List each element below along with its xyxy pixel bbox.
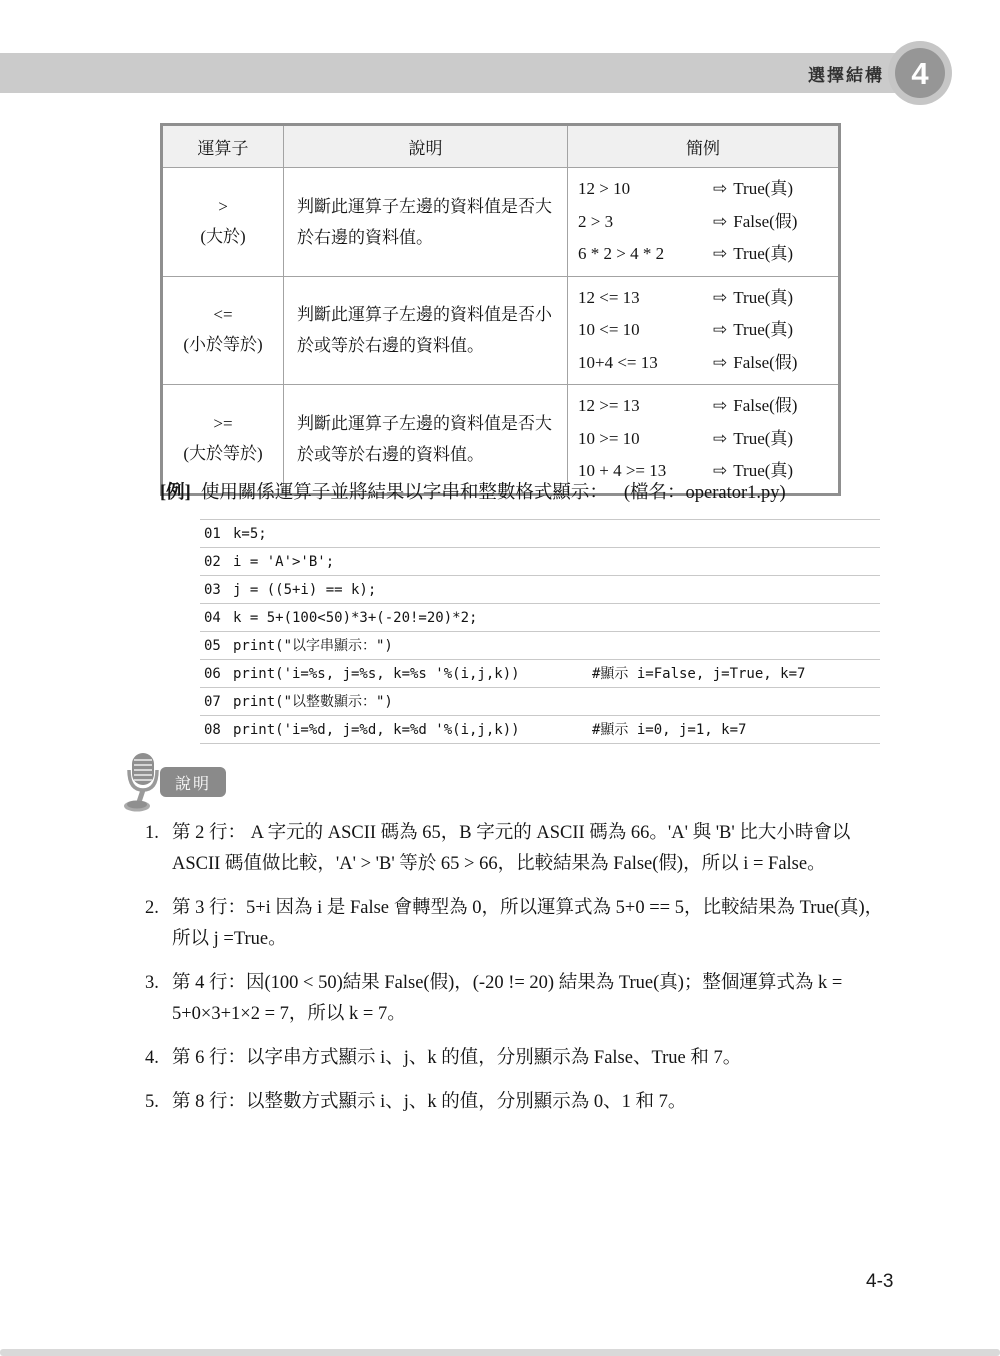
page-number: 4-3	[866, 1271, 894, 1292]
operator-symbol: <=	[213, 305, 233, 325]
list-item-number: 3.	[145, 973, 159, 993]
result-arrow-icon: ⇨	[713, 320, 728, 340]
example-expression: 12 <= 13	[578, 287, 640, 307]
example-line	[578, 282, 838, 315]
list-item	[145, 1043, 887, 1074]
operator-cell	[162, 168, 284, 277]
example-description: 使用關係運算子並將結果以字串和整數格式顯示：	[200, 483, 608, 503]
example-result-value: True(真)	[733, 428, 794, 448]
result-arrow-icon: ⇨	[713, 461, 728, 481]
result-arrow-icon: ⇨	[713, 211, 728, 232]
list-item-text: 第 3 行：5+i 因為 i 是 False 會轉型為 0，所以運算式為 5+0 == 5，比較結果為 True(真)，所以 j =True。	[172, 898, 884, 949]
list-item-text: 第 8 行：以整數方式顯示 i、j、k 的值，分別顯示為 0、1 和 7。	[172, 1092, 687, 1112]
microphone-icon	[118, 752, 166, 819]
table-row	[162, 276, 840, 385]
code-line	[200, 688, 880, 716]
operator-name: (大於)	[200, 226, 246, 246]
example-heading	[160, 478, 786, 504]
chapter-number: 4	[911, 55, 929, 91]
example-expression: 12 > 10	[578, 179, 631, 198]
example-result	[713, 238, 838, 271]
code-text: print("以整數顯示：")	[233, 694, 393, 710]
note-section-header	[118, 752, 318, 816]
list-item-number: 4.	[145, 1048, 159, 1068]
code-text: print('i=%d, j=%d, k=%d '%(i,j,k))	[233, 722, 520, 738]
description-cell: 判斷此運算子左邊的資料值是否大於右邊的資料值。	[284, 168, 568, 277]
example-line	[578, 206, 838, 239]
example-line	[578, 390, 838, 423]
result-arrow-icon: ⇨	[713, 352, 728, 373]
code-text: print('i=%s, j=%s, k=%s '%(i,j,k))	[233, 666, 520, 682]
example-expression: 10 + 4 >= 13	[578, 461, 667, 480]
code-line	[200, 520, 880, 548]
chapter-header-bar	[0, 53, 936, 93]
result-arrow-icon: ⇨	[713, 244, 728, 264]
list-item-text: 第 6 行：以字串方式顯示 i、j、k 的值，分別顯示為 False、True 和 7。	[172, 1048, 742, 1068]
example-expression: 10 >= 10	[578, 428, 640, 448]
code-line	[200, 716, 880, 744]
list-item-number: 2.	[145, 898, 159, 918]
example-expression: 10 <= 10	[578, 320, 640, 339]
code-line	[200, 604, 880, 632]
code-line-number: 06	[204, 666, 221, 682]
code-text: k = 5+(100<50)*3+(-20!=20)*2;	[233, 610, 478, 626]
example-result	[713, 173, 838, 206]
code-comment: #顯示 i=0, j=1, k=7	[592, 722, 747, 738]
description-cell: 判斷此運算子左邊的資料值是否小於或等於右邊的資料值。	[284, 276, 568, 385]
column-header-example: 簡例	[568, 125, 840, 168]
operator-cell	[162, 276, 284, 385]
operator-symbol: >	[218, 196, 228, 216]
example-expression: 10+4 <= 13	[578, 352, 658, 372]
example-result	[713, 347, 838, 380]
example-result	[713, 282, 838, 315]
code-listing	[200, 519, 880, 744]
code-line-number: 08	[204, 722, 221, 738]
list-item	[145, 818, 887, 880]
operator-symbol: >=	[213, 413, 233, 433]
code-line-number: 01	[204, 526, 221, 542]
example-filename: (檔名：operator1.py)	[623, 483, 786, 503]
chapter-number-badge	[888, 41, 952, 105]
operator-name: (小於等於)	[183, 335, 263, 355]
example-result	[713, 206, 838, 239]
list-item-text: 第 2 行： A 字元的 ASCII 碼為 65，B 字元的 ASCII 碼為 66。'A' 與 'B' 比大小時會以 ASCII 碼值做比較，'A' > 'B' 等於 65 > 66，比較結果為 False(假)，所以 i = False。	[172, 823, 851, 874]
code-line-number: 05	[204, 638, 221, 654]
result-arrow-icon: ⇨	[713, 179, 728, 199]
example-line	[578, 173, 838, 206]
code-text: j = ((5+i) == k);	[233, 582, 377, 598]
list-item	[145, 968, 887, 1030]
example-line	[578, 347, 838, 380]
example-result-value: True(真)	[733, 461, 794, 480]
explanation-list	[145, 818, 887, 1131]
example-expression: 12 >= 13	[578, 396, 640, 415]
example-result-value: False(假)	[733, 211, 798, 231]
column-header-operator: 運算子	[162, 125, 284, 168]
column-header-description: 說明	[284, 125, 568, 168]
example-result-value: True(真)	[733, 179, 794, 198]
code-line-number: 02	[204, 554, 221, 570]
example-label: [例]	[160, 483, 191, 503]
code-line	[200, 548, 880, 576]
list-item-text: 第 4 行：因(100 < 50)結果 False(假)，(-20 != 20) 結果為 True(真)；整個運算式為 k = 5+0×3+1×2 = 7，所以 k = 7。	[172, 973, 843, 1024]
table-row	[162, 168, 840, 277]
example-expression: 6 * 2 > 4 * 2	[578, 244, 665, 263]
code-comment: #顯示 i=False, j=True, k=7	[592, 666, 806, 682]
example-result	[713, 423, 838, 456]
chapter-number-inner-circle	[895, 48, 945, 98]
example-result-value: True(真)	[733, 320, 794, 339]
example-line	[578, 314, 838, 347]
code-line	[200, 576, 880, 604]
note-badge: 說明	[160, 767, 226, 797]
code-line-number: 03	[204, 582, 221, 598]
operator-name: (大於等於)	[183, 443, 263, 463]
list-item-number: 5.	[145, 1092, 159, 1112]
example-result	[713, 390, 838, 423]
list-item-number: 1.	[145, 823, 159, 843]
example-result-value: True(真)	[733, 287, 794, 307]
example-result	[713, 314, 838, 347]
result-arrow-icon: ⇨	[713, 396, 728, 416]
list-item	[145, 1087, 887, 1118]
code-text: print("以字串顯示：")	[233, 638, 393, 654]
code-text: i = 'A'>'B';	[233, 554, 335, 570]
operators-table	[160, 123, 841, 496]
example-result-value: True(真)	[733, 244, 794, 263]
example-result-value: False(假)	[733, 352, 798, 372]
result-arrow-icon: ⇨	[713, 428, 728, 449]
code-text: k=5;	[233, 526, 267, 542]
example-line	[578, 423, 838, 456]
example-result-value: False(假)	[733, 396, 798, 415]
table-header-row	[162, 125, 840, 168]
example-cell	[568, 168, 840, 277]
code-line-number: 04	[204, 610, 221, 626]
example-expression: 2 > 3	[578, 211, 614, 231]
chapter-title: 選擇結構	[808, 65, 884, 85]
code-line-number: 07	[204, 694, 221, 710]
example-cell	[568, 276, 840, 385]
result-arrow-icon: ⇨	[713, 287, 728, 308]
bottom-decoration-bar	[0, 1349, 1000, 1356]
code-line	[200, 632, 880, 660]
list-item	[145, 893, 887, 955]
description-cell: 判斷此運算子左邊的資料值是否大於或等於右邊的資料值。	[284, 385, 568, 495]
code-line	[200, 660, 880, 688]
example-line	[578, 238, 838, 271]
